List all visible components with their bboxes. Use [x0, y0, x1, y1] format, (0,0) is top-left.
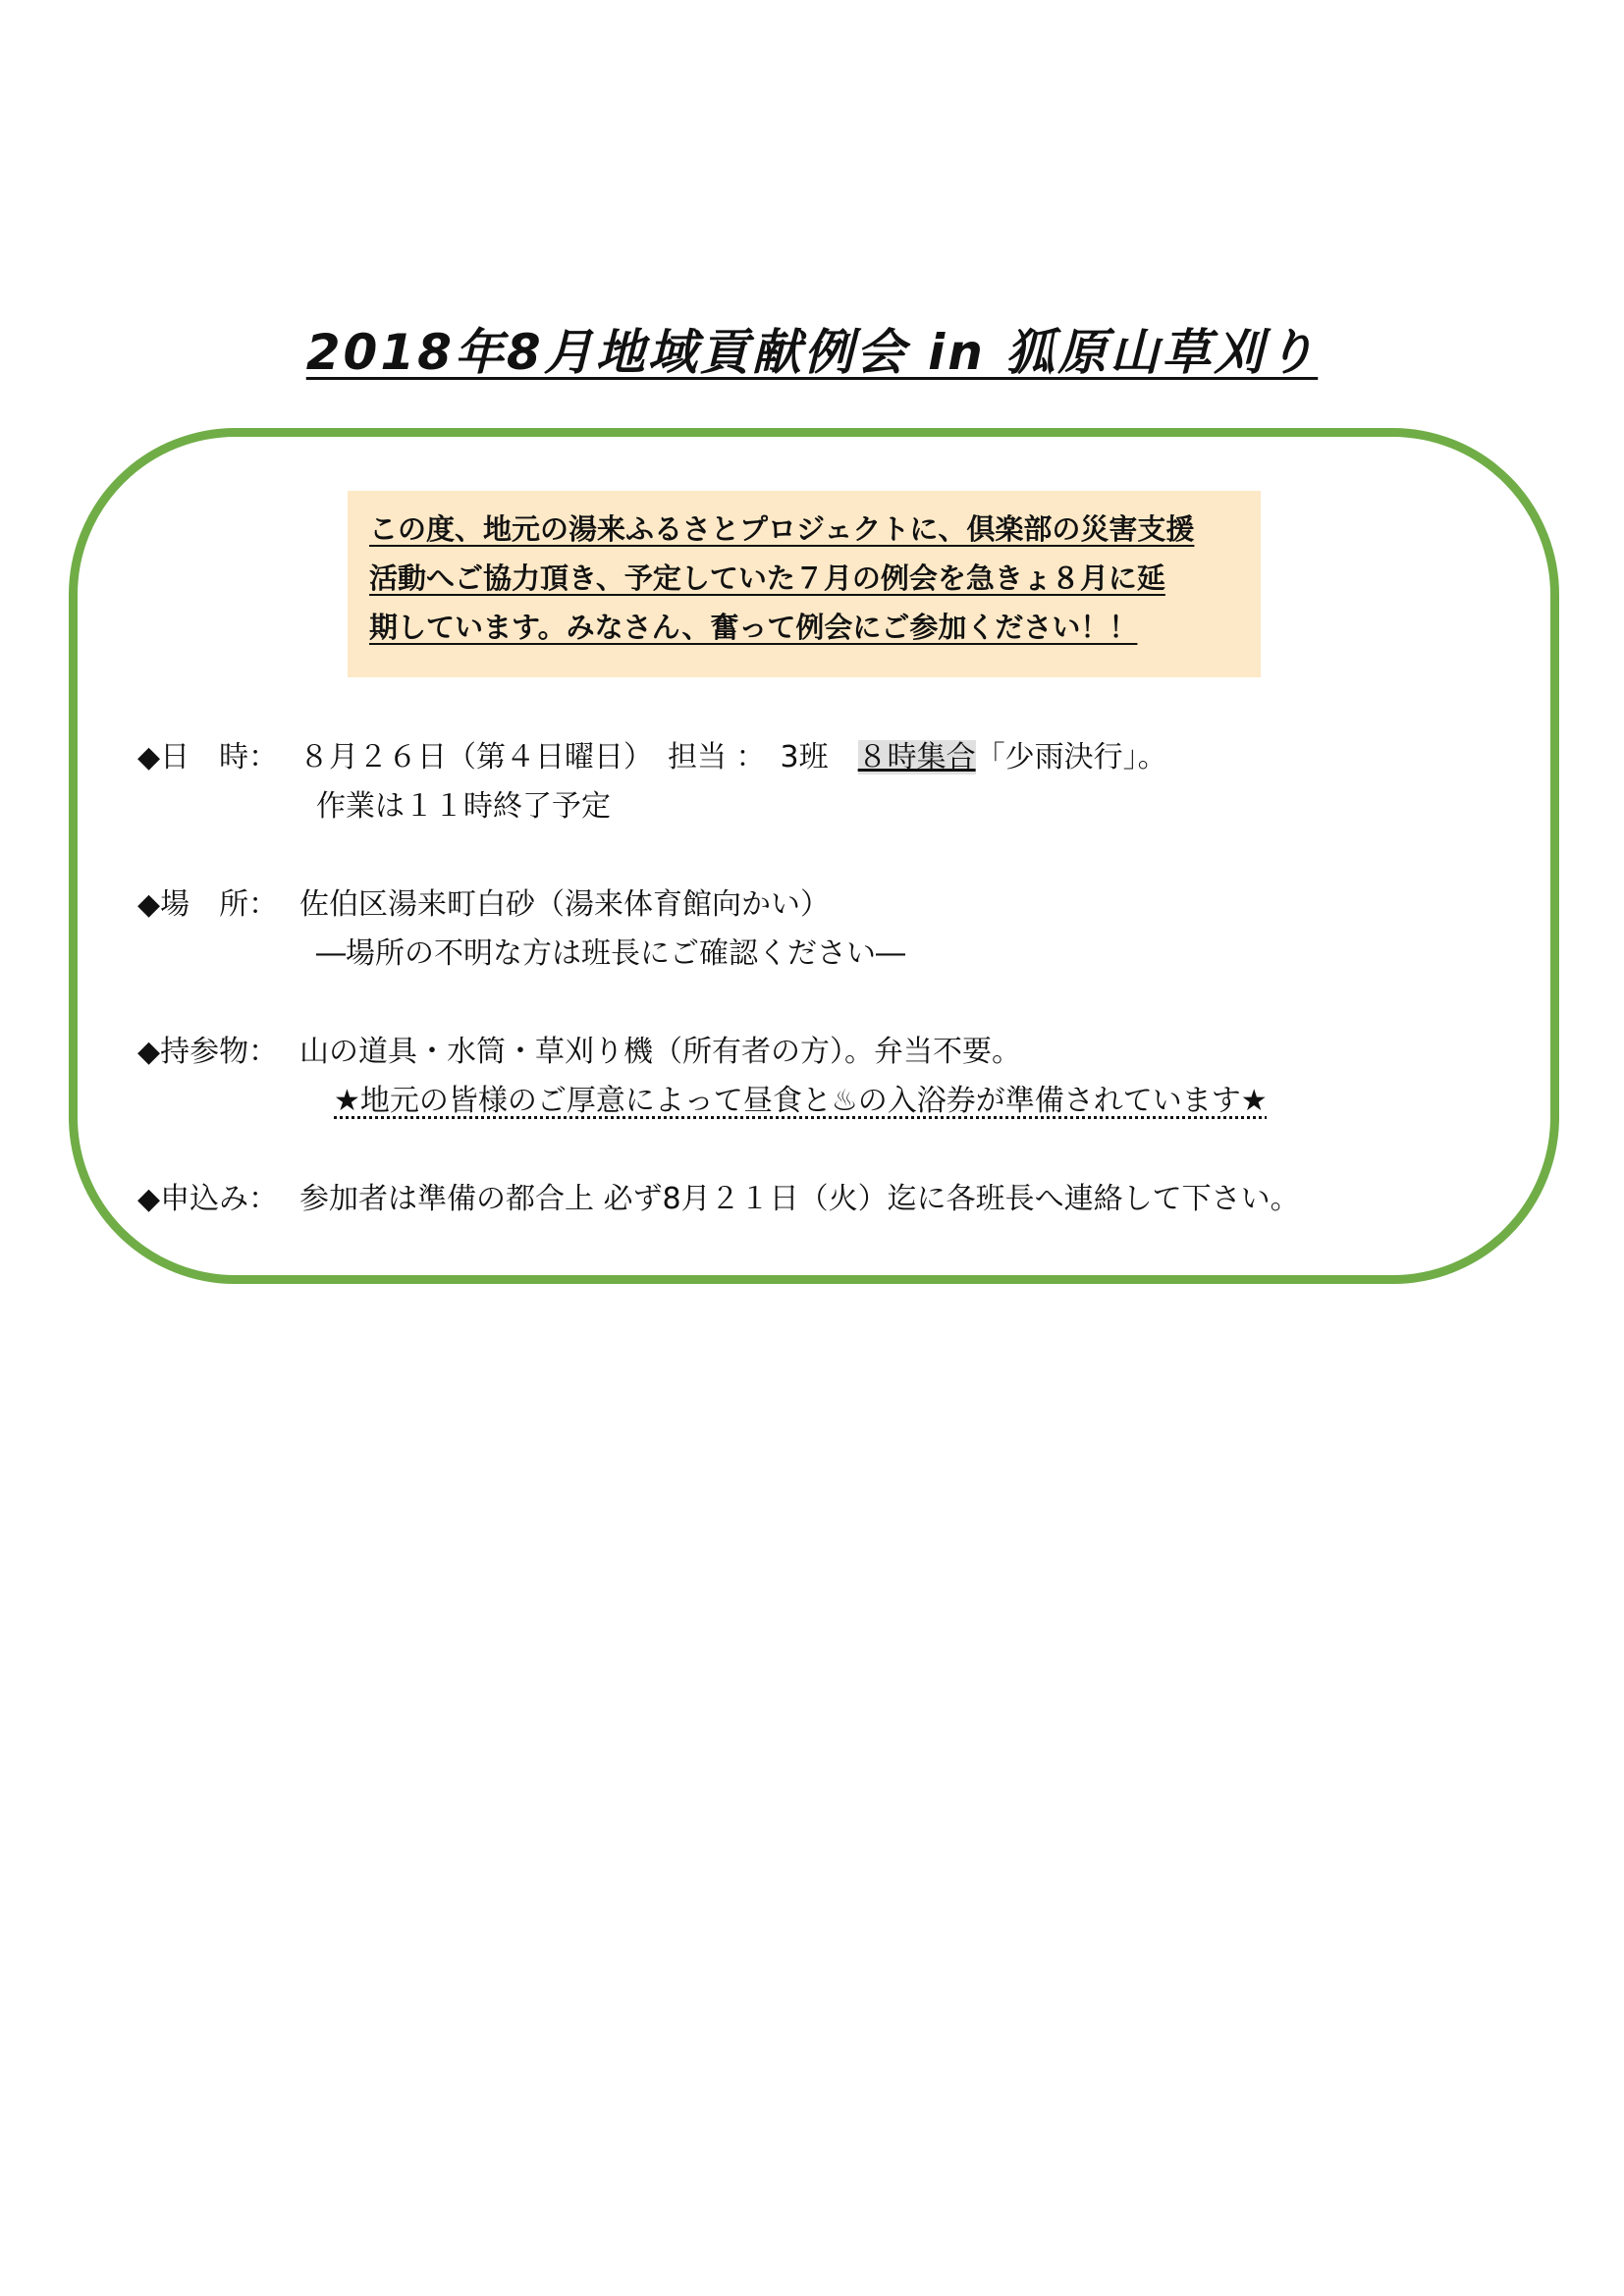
items-label: ◆持参物： [137, 1035, 279, 1069]
date-note: 「少雨決行」。 [975, 740, 1167, 774]
apply-row [137, 1175, 1492, 1224]
notice-line: この度、地元の湯来ふるさとプロジェクトに、倶楽部の災害支援 [369, 512, 1195, 546]
items-row [137, 1028, 1492, 1077]
date-row [137, 733, 1492, 782]
page-title: 2018年8月地域貢献例会 in 狐原山草刈り [305, 324, 1319, 381]
date-label: ◆日 時： [137, 740, 279, 774]
place-sub: ―場所の不明な方は班長にご確認ください― [316, 936, 905, 971]
meeting-time: ８時集合 [857, 740, 976, 774]
place-row [137, 881, 1492, 930]
apply-label: ◆申込み： [137, 1182, 279, 1216]
place-label: ◆場 所： [137, 887, 279, 922]
notice-line: 活動へご協力頂き、予定していた７月の例会を急きょ８月に延 [369, 561, 1165, 595]
notice-box [348, 491, 1261, 677]
items-sub: ★地元の皆様のご厚意によって昼食と♨の入浴券が準備されています★ [334, 1084, 1268, 1118]
date-value: ８月２６日（第４日曜日） 担当 ： 3班 [299, 740, 858, 774]
apply-value: 参加者は準備の都合上 必ず8月２１日（火）迄に各班長へ連絡して下さい。 [299, 1182, 1300, 1216]
notice-line: 期しています。みなさん、奮って例会にご参加ください！！ [369, 611, 1138, 644]
date-sub: 作業は１１時終了予定 [316, 789, 611, 824]
items-value: 山の道具・水筒・草刈り機（所有者の方）。弁当不要。 [299, 1035, 1021, 1069]
place-value: 佐伯区湯来町白砂（湯来体育館向かい） [299, 887, 830, 922]
